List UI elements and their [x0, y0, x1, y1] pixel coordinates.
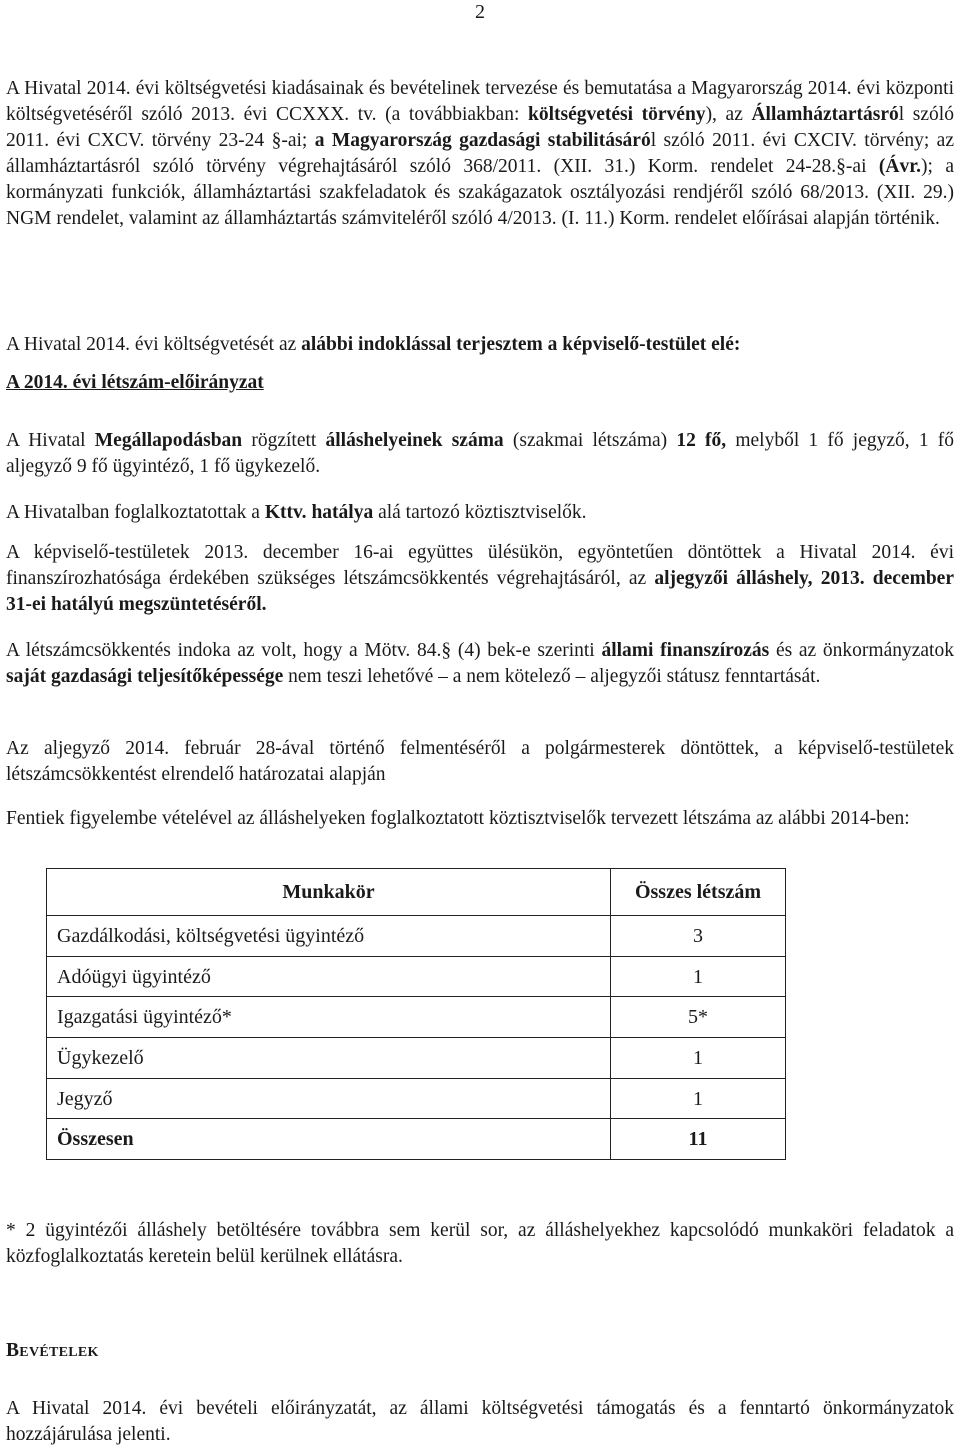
text-run: A Hivatal — [6, 430, 95, 451]
text-run: (szakmai létszáma) — [503, 430, 677, 451]
section-heading-letszam — [6, 370, 954, 396]
heading-text: A 2014. évi létszám-előirányzat — [6, 372, 264, 393]
bold-run: állami finanszírozás — [601, 640, 770, 661]
count-cell: 1 — [611, 1038, 786, 1079]
header-munkakor: Munkakör — [47, 869, 611, 916]
total-label: Összesen — [57, 1128, 134, 1151]
employment-paragraph — [6, 500, 954, 526]
text-run: rögzített — [242, 430, 326, 451]
table-header-row — [47, 869, 786, 916]
dismissal-paragraph: Az aljegyző 2014. február 28-ával történő felmentéséről a polgármesterek döntöttek, a képviselő-testületek létszámcsökkentést elrendelő határozatai alapján — [6, 738, 954, 785]
bold-run: Megállapodásban — [94, 430, 243, 451]
table-total-row — [47, 1119, 786, 1160]
total-count-cell — [611, 1119, 786, 1160]
table-row — [47, 997, 786, 1038]
bold-run: aljegyzői álláshely, 2013. december 31-ei hatályú megszüntetéséről. — [6, 568, 954, 615]
text-run: melyből 1 fő jegyző, 1 fő aljegyző 9 fő ügyintéző, 1 fő ügykezelő. — [6, 430, 955, 477]
text-run: A képviselő-testületek 2013. december 16-ai együttes ülésükön, egyöntetűen döntöttek a Hivatal 2014. évi finanszírozhatósága érdekében szükséges létszámcsökkentés végrehajtásáról, az — [6, 542, 954, 589]
bold-run: 12 fő, — [676, 430, 727, 451]
decision-paragraph — [6, 540, 954, 618]
footnote-paragraph: * 2 ügyintézői álláshely betöltésére továbbra sem kerül sor, az álláshelyekhez kapcsolódó munkaköri feladatok a közfoglalkoztatás keretein belül kerülnek ellátásra. — [6, 1220, 954, 1267]
text-run: nem teszi lehetővé – a nem kötelező – aljegyzői státusz fenntartását. — [283, 666, 821, 687]
text-run: A létszámcsökkentés indoka az volt, hogy a Mötv. 84.§ (4) bek-e szerinti — [6, 640, 602, 661]
role-cell: Igazgatási ügyintéző* — [47, 997, 611, 1038]
total-label-cell — [47, 1119, 611, 1160]
planned-staff-paragraph: Fentiek figyelembe vételével az álláshelyeken foglalkoztatott köztisztviselők tervezett létszáma az alábbi 2014-ben: — [6, 808, 910, 829]
count-cell: 1 — [611, 956, 786, 997]
text-run: l szóló 2011. évi CXCIV. törvény; az államháztartásról szóló törvény végrehajtásáról szóló 368/2011. (XII. 31.) Korm. rendelet 24-28.§-ai — [6, 130, 954, 177]
text-run: A Hivatal 2014. évi költségvetési kiadásainak és bevételinek tervezése és bemutatása a Magyarország 2014. évi központi költségvetéséről szóló 2013. évi CCXXX. tv. (a továbbiakban: — [6, 78, 954, 125]
text-run: l szóló 2011. évi CXCV. törvény 23-24 §-ai; — [6, 104, 954, 151]
text-run: A Hivatalban foglalkoztatottak a — [6, 502, 265, 523]
positions-paragraph — [6, 428, 954, 480]
bold-run: (Ávr. — [878, 156, 921, 177]
count-cell: 1 — [611, 1078, 786, 1119]
role-cell: Jegyző — [47, 1078, 611, 1119]
section-heading-bevetelek — [6, 1338, 954, 1364]
total-count: 11 — [688, 1128, 708, 1151]
bold-run: álláshelyeinek száma — [325, 430, 504, 451]
role-cell: Gazdálkodási, költségvetési ügyintéző — [47, 916, 611, 957]
bold-run: Kttv. — [264, 502, 307, 523]
table-row — [47, 1078, 786, 1119]
count-cell: 5* — [611, 997, 786, 1038]
bold-run: Államháztartásró — [751, 104, 899, 125]
bold-run: költségvetési törvény — [527, 104, 706, 125]
table-row — [47, 916, 786, 957]
text-run: ); a kormányzati funkciók, államháztartási szakfeladatok és szakágazatok osztályozási rendjéről szóló 68/2013. (XII. 29.) NGM rendelet, valamint az államháztartás számviteléről szóló 4/2013. (I. 11.) Korm. rendelet előírásai alapján történik. — [6, 156, 954, 229]
header-osszes-letszam: Összes létszám — [611, 869, 786, 916]
bold-run: hatálya — [311, 502, 374, 523]
reduction-reason-paragraph — [6, 638, 954, 690]
table-row — [47, 956, 786, 997]
submission-paragraph — [6, 332, 954, 358]
heading-text: Bevételek — [6, 1340, 99, 1361]
page-number: 2 — [475, 1, 485, 23]
text-run: alá tartozó köztisztviselők. — [373, 502, 587, 523]
text-run: ), az — [705, 104, 752, 125]
text-run: és az önkormányzatok — [769, 640, 954, 661]
role-cell: Adóügyi ügyintéző — [47, 956, 611, 997]
text-run: A Hivatal 2014. évi költségvetését az — [6, 334, 302, 355]
staff-table — [46, 868, 786, 1160]
bold-run: saját gazdasági teljesítőképessége — [6, 666, 284, 687]
count-cell: 3 — [611, 916, 786, 957]
revenue-paragraph: A Hivatal 2014. évi bevételi előirányzatát, az állami költségvetési támogatás és a fenntartó önkormányzatok hozzájárulása jelenti. — [6, 1398, 954, 1445]
bold-run: alábbi indoklással terjesztem a képviselő-testület elé: — [301, 334, 741, 355]
bold-run: a Magyarország gazdasági stabilitásáró — [314, 130, 651, 151]
intro-paragraph — [6, 76, 954, 232]
role-cell: Ügykezelő — [47, 1038, 611, 1079]
table-row — [47, 1038, 786, 1079]
